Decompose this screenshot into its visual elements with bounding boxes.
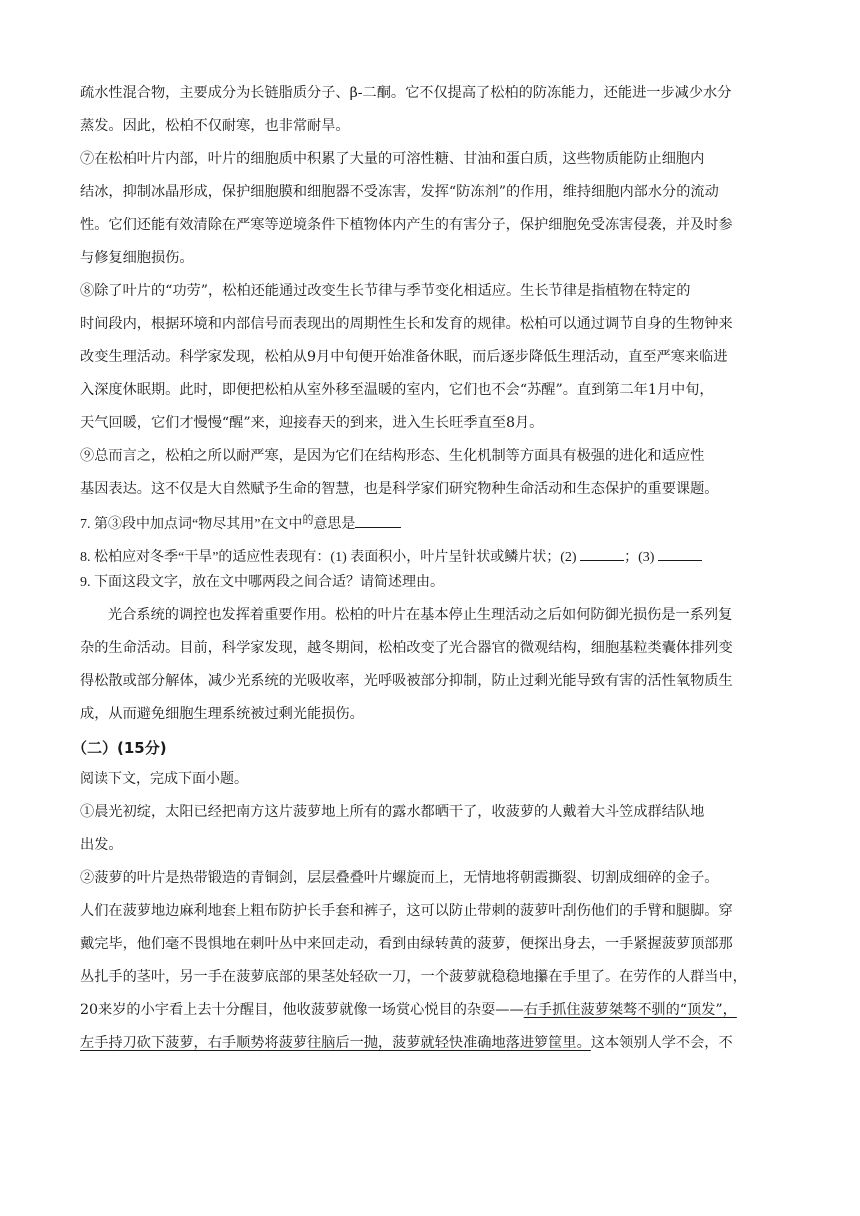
answer-blank-3[interactable] <box>658 546 702 561</box>
text-line: 出发。 <box>80 837 123 853</box>
story-paragraph-2 <box>80 869 780 1053</box>
section-instruction: 阅读下文，完成下面小题。 <box>80 771 248 787</box>
plain-text: 这本领别人学不会，不 <box>590 1035 733 1051</box>
text-line: 与修复细胞损伤。 <box>80 250 194 266</box>
text-line: 蒸发。因此，松柏不仅耐寒，也非常耐旱。 <box>80 118 350 134</box>
text-line: ⑦在松柏叶片内部，叶片的细胞质中积累了大量的可溶性糖、甘油和蛋白质，这些物质能防止细胞内 <box>80 151 705 167</box>
answer-blank[interactable] <box>355 513 401 528</box>
paragraph-6-continuation <box>80 84 780 136</box>
text-line: 戴完毕，他们毫不畏惧地在刺叶丛中来回走动，看到由绿转黄的菠萝，便探出身去，一手紧握菠萝顶部那 <box>80 936 733 952</box>
document-page <box>72 84 780 1067</box>
question-8-text: 8. 松柏应对冬季“干旱”的适应性表现有：(1) 表面积小，叶片呈针状或鳞片状；(2) <box>80 550 577 565</box>
text-line: 疏水性混合物，主要成分为长链脂质分子、β-二酮。它不仅提高了松柏的防冻能力，还能进一步减少水分 <box>80 85 732 101</box>
question-7-prefix: 7. 第③段中加点词“ <box>80 517 199 532</box>
text-line: 天气回暖，它们才慢慢“醒”来，迎接春天的到来，进入生长旺季直至8月。 <box>80 415 544 431</box>
text-line: 成，从而避免细胞生理系统被过剩光能损伤。 <box>80 706 364 722</box>
paragraph-8 <box>80 282 780 433</box>
plain-text: 20来岁的小宇看上去十分醒目，他收菠萝就像一场赏心悦目的杂耍—— <box>80 1002 524 1018</box>
text-line: ②菠萝的叶片是热带锻造的青铜剑，层层叠叠叶片螺旋而上，无情地将朝霞撕裂、切割成细碎的金子。 <box>80 870 719 886</box>
text-line: 光合系统的调控也发挥着重要作用。松柏的叶片在基本停止生理活动之后如何防御光损伤是一系列复 <box>108 607 733 623</box>
text-line <box>80 1034 780 1053</box>
text-line: 结冰，抑制冰晶形成，保护细胞膜和细胞器不受冻害，发挥“防冻剂”的作用，维持细胞内部水分的流动 <box>80 184 719 200</box>
text-line: 入深度休眠期。此时，即便把松柏从室外移至温暖的室内，它们也不会“苏醒”。直到第二年1月中旬， <box>80 382 714 398</box>
text-line: 改变生理活动。科学家发现，松柏从9月中旬便开始准备休眠，而后逐步降低生理活动，直至严寒来临进 <box>80 349 728 365</box>
text-line: ①晨光初绽，太阳已经把南方这片菠萝地上所有的露水都晒干了，收菠萝的人戴着大斗笠成群结队地 <box>80 804 705 820</box>
text-line: 人们在菠萝地边麻利地套上粗布防护长手套和裤子，这可以防止带刺的菠萝叶刮伤他们的手臂和腿脚。穿 <box>80 903 733 919</box>
text-line: 性。它们还能有效清除在严寒等逆境条件下植物体内产生的有害分子，保护细胞免受冻害侵袭，并及时参 <box>80 217 733 233</box>
question-7-superscript: 的 <box>302 514 314 526</box>
question-9: 9. 下面这段文字，放在文中哪两段之间合适？请简述理由。 <box>80 575 444 590</box>
insert-paragraph <box>80 606 780 724</box>
underlined-text: 右手抓住菠萝桀骜不驯的“顶发”， <box>523 1002 737 1018</box>
paragraph-9 <box>80 447 780 499</box>
answer-blank-2[interactable] <box>580 546 624 561</box>
story-paragraph-1 <box>80 803 780 855</box>
paragraph-7 <box>80 150 780 268</box>
text-line: 得松散或部分解体，减少光系统的光吸收率，光呼吸被部分抑制，防止过剩光能导致有害的活性氧物质生 <box>80 673 733 689</box>
text-line <box>80 1001 780 1020</box>
text-line: 时间段内，根据环境和内部信号而表现出的周期性生长和发育的规律。松柏可以通过调节自身的生物钟来 <box>80 316 733 332</box>
dotted-term: 物尽其用 <box>198 517 255 532</box>
text-line: 杂的生命活动。目前，科学家发现，越冬期间，松柏改变了光合器官的微观结构，细胞基粒类囊体排列变 <box>80 640 733 656</box>
question-8-separator: ；(3) <box>624 550 655 565</box>
underlined-text: 左手持刀砍下菠萝，右手顺势将菠萝往脑后一抛，菠萝就轻快准确地落进箩筐里。 <box>80 1035 591 1051</box>
text-line: ⑨总而言之，松柏之所以耐严寒，是因为它们在结构形态、生化机制等方面具有极强的进化和适应性 <box>80 448 705 464</box>
text-line: ⑧除了叶片的“功劳”，松柏还能通过改变生长节律与季节变化相适应。生长节律是指植物在特定的 <box>80 283 691 299</box>
question-7-suffix: 意思是 <box>313 517 356 532</box>
text-line: 丛扎手的茎叶，另一手在菠萝底部的果茎处轻砍一刀，一个菠萝就稳稳地攥在手里了。在劳作的人群当中， <box>80 969 747 985</box>
text-line: 基因表达。这不仅是大自然赋予生命的智慧，也是科学家们研究物种生命活动和生态保护的重要课题。 <box>80 481 719 497</box>
section-heading: （二）(15分) <box>72 739 167 757</box>
question-7-middle: ”在文中 <box>254 517 303 532</box>
question-7 <box>80 513 780 532</box>
question-8 <box>80 546 780 565</box>
